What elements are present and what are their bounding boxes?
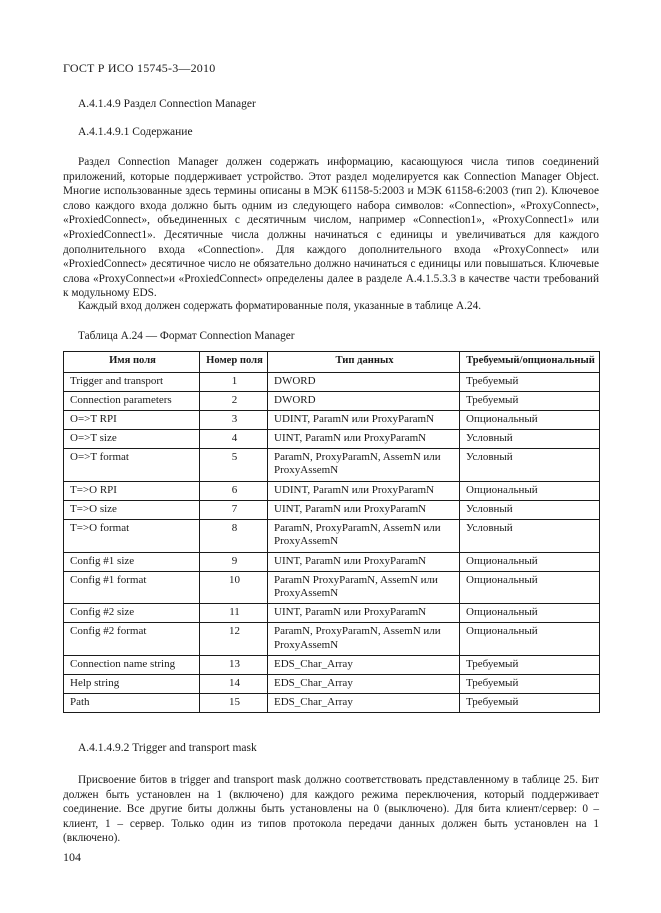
data-type-cell: ParamN, ProxyParamN, AssemN или ProxyAssemN <box>268 449 460 482</box>
requirement-cell: Требуемый <box>460 392 600 411</box>
table-row <box>64 449 600 482</box>
data-type-cell: ParamN, ProxyParamN, AssemN или ProxyAssemN <box>268 519 460 552</box>
requirement-cell: Опциональный <box>460 552 600 571</box>
requirement-cell: Опциональный <box>460 604 600 623</box>
field-number-cell: 13 <box>200 656 268 675</box>
data-type-cell: ParamN ProxyParamN, AssemN или ProxyAssemN <box>268 571 460 604</box>
table-row <box>64 604 600 623</box>
data-type-cell: UINT, ParamN или ProxyParamN <box>268 604 460 623</box>
field-name-cell: T=>O size <box>64 500 200 519</box>
field-name-cell: O=>T RPI <box>64 411 200 430</box>
table-row <box>64 675 600 694</box>
table-row <box>64 552 600 571</box>
field-number-cell: 11 <box>200 604 268 623</box>
column-header: Имя поля <box>64 352 200 373</box>
requirement-cell: Требуемый <box>460 656 600 675</box>
column-header: Номер поля <box>200 352 268 373</box>
requirement-cell: Условный <box>460 500 600 519</box>
requirement-cell: Требуемый <box>460 694 600 713</box>
requirement-cell: Условный <box>460 449 600 482</box>
field-name-cell: O=>T format <box>64 449 200 482</box>
data-type-cell: EDS_Char_Array <box>268 656 460 675</box>
body-paragraph: Присвоение битов в trigger and transport mask должно соответствовать представленному в таблице 25. Бит должен быть установлен на 1 (включено) для каждого режима переключения, который поддерживает соединение. Все другие биты должны быть установлены на 0 (выключено). Для бита клиент/сервер: 0 – клиент, 1 – сервер. Только один из типов протокола передачи данных должен быть установлен на 1 (включено). <box>63 774 599 845</box>
field-name-cell: Config #1 size <box>64 552 200 571</box>
table-row <box>64 623 600 656</box>
table-row <box>64 519 600 552</box>
field-name-cell: Config #2 format <box>64 623 200 656</box>
document-header: ГОСТ Р ИСО 15745-3—2010 <box>63 61 216 75</box>
field-name-cell: Config #2 size <box>64 604 200 623</box>
requirement-cell: Опциональный <box>460 411 600 430</box>
field-number-cell: 8 <box>200 519 268 552</box>
data-type-cell: DWORD <box>268 392 460 411</box>
table-row <box>64 481 600 500</box>
requirement-cell: Требуемый <box>460 373 600 392</box>
table-row <box>64 656 600 675</box>
data-type-cell: UINT, ParamN или ProxyParamN <box>268 552 460 571</box>
field-number-cell: 14 <box>200 675 268 694</box>
page-number: 104 <box>63 850 81 864</box>
requirement-cell: Опциональный <box>460 571 600 604</box>
field-name-cell: T=>O RPI <box>64 481 200 500</box>
data-type-cell: EDS_Char_Array <box>268 694 460 713</box>
field-number-cell: 4 <box>200 430 268 449</box>
table-row <box>64 411 600 430</box>
field-name-cell: Help string <box>64 675 200 694</box>
field-name-cell: O=>T size <box>64 430 200 449</box>
field-number-cell: 7 <box>200 500 268 519</box>
table-row <box>64 500 600 519</box>
requirement-cell: Опциональный <box>460 623 600 656</box>
data-type-cell: DWORD <box>268 373 460 392</box>
field-name-cell: Connection name string <box>64 656 200 675</box>
field-number-cell: 6 <box>200 481 268 500</box>
field-number-cell: 12 <box>200 623 268 656</box>
requirement-cell: Требуемый <box>460 675 600 694</box>
table-row <box>64 430 600 449</box>
body-paragraph: Каждый вход должен содержать форматированные поля, указанные в таблице А.24. <box>78 300 482 312</box>
field-number-cell: 9 <box>200 552 268 571</box>
data-type-cell: ParamN, ProxyParamN, AssemN или ProxyAssemN <box>268 623 460 656</box>
subsection-heading: А.4.1.4.9.1 Содержание <box>78 126 193 138</box>
data-type-cell: EDS_Char_Array <box>268 675 460 694</box>
field-number-cell: 2 <box>200 392 268 411</box>
data-type-cell: UDINT, ParamN или ProxyParamN <box>268 411 460 430</box>
field-name-cell: Connection parameters <box>64 392 200 411</box>
field-number-cell: 10 <box>200 571 268 604</box>
field-name-cell: Trigger and transport <box>64 373 200 392</box>
field-number-cell: 1 <box>200 373 268 392</box>
table-row <box>64 373 600 392</box>
field-name-cell: Path <box>64 694 200 713</box>
data-type-cell: UINT, ParamN или ProxyParamN <box>268 500 460 519</box>
section-heading: А.4.1.4.9 Раздел Connection Manager <box>78 98 256 110</box>
field-number-cell: 15 <box>200 694 268 713</box>
table-row <box>64 571 600 604</box>
field-number-cell: 3 <box>200 411 268 430</box>
field-number-cell: 5 <box>200 449 268 482</box>
data-type-cell: UDINT, ParamN или ProxyParamN <box>268 481 460 500</box>
format-table <box>63 351 600 713</box>
requirement-cell: Опциональный <box>460 481 600 500</box>
column-header: Тип данных <box>268 352 460 373</box>
table-row <box>64 694 600 713</box>
data-type-cell: UINT, ParamN или ProxyParamN <box>268 430 460 449</box>
table-caption: Таблица А.24 — Формат Connection Manager <box>78 330 295 342</box>
field-name-cell: Config #1 format <box>64 571 200 604</box>
field-name-cell: T=>O format <box>64 519 200 552</box>
requirement-cell: Условный <box>460 430 600 449</box>
body-paragraph: Раздел Connection Manager должен содержать информацию, касающуюся числа типов соединений приложений, которые поддерживает устройство. Этот раздел моделируется как Connection Manager Object. Многие использованные здесь термины описаны в МЭК 61158-5:2003 и МЭК 61158-6:2003 (тип 2). Ключевое слово каждого входа должно быть одним из следующего набора символов: «Connection», «ProxyConnect», «ProxiedConnect», объединенных с десятичным числом, например «Connection1», «ProxyConnect1» или «ProxiedConnect1». Десятичные числа должны начинаться с единицы и увеличиваться для каждого дополнительного входа «Connection». Для каждого дополнительного входа «ProxyConnect» или «ProxiedConnect» десятичное число не обязательно должно начинаться с единицы или повышаться. Ключевые слова «ProxyConnect»и «ProxiedConnect» определены далее в разделе А.4.1.5.3.3 в качестве части требований к модульному EDS. <box>63 156 599 300</box>
table-row <box>64 392 600 411</box>
column-header: Требуемый/опциональный <box>460 352 600 373</box>
section-heading: А.4.1.4.9.2 Trigger and transport mask <box>78 742 257 754</box>
table-header-row <box>64 352 600 373</box>
requirement-cell: Условный <box>460 519 600 552</box>
